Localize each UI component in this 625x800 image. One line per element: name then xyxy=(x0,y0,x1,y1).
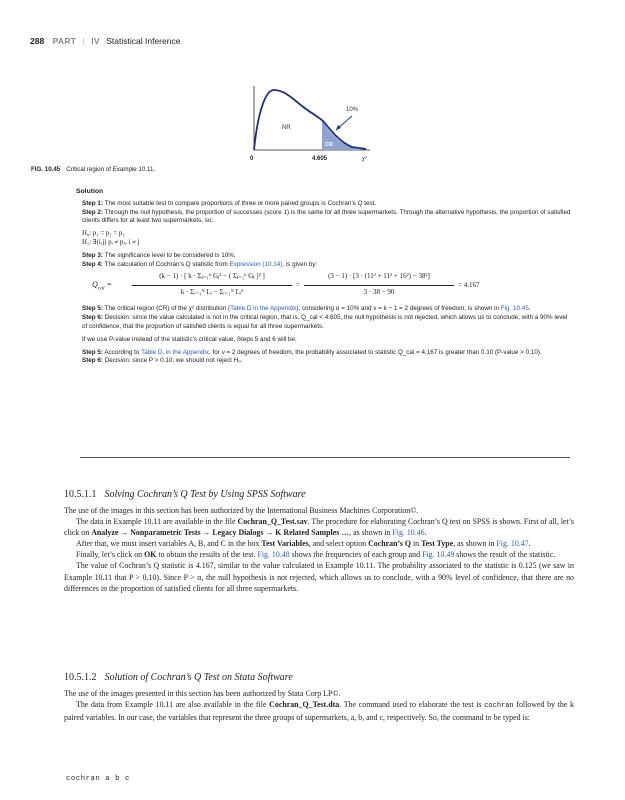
page-number: 288 xyxy=(30,36,45,46)
step-6: Step 6: Decision: since the value calculated is not in the critical region, that is, Q_cal < 4.605, the null hypothesis is not rejected, which allows us to conclude, with a 90% level of confidence, that the proportion of satisfied clients is equal for all three supermarkets. xyxy=(82,314,568,330)
stata-body xyxy=(64,688,574,723)
section-heading-stata: 10.5.1.2 Solution of Cochran’s Q Test on Stata Software xyxy=(64,672,293,683)
nr-label: NR xyxy=(282,125,291,131)
fig-10-48-link[interactable]: Fig. 10.48 xyxy=(257,550,290,560)
figure-caption xyxy=(31,166,155,173)
step-5-pvalue: Step 5: According to Table D, in the Appendix, for ν = 2 degrees of freedom, the probability associated to statistic Q_cal = 4.167 is greater than 0.10 (P-value > 0.10). xyxy=(82,348,542,356)
spss-para-3: After that, we must insert variables A, B, and C in the box Test Variables, and select option Cochran’s Q in Test Type, as shown in Fig. 10.47. xyxy=(76,539,531,549)
step-1: Step 1: The most suitable test to compare proportions of three or more paired groups is Cochran’s Q test. xyxy=(82,199,377,207)
stata-code-block: cochran a b c xyxy=(66,775,130,783)
part-title: Statistical Inference xyxy=(106,36,181,46)
pct-label: 10% xyxy=(346,107,359,113)
fig-10-46-link[interactable]: Fig. 10.46 xyxy=(392,528,425,538)
step-5: Step 5: The critical region (CR) of the χ² distribution (Table D in the Appendix), considering α = 10% and ν = k − 1 = 2 degrees of freedom, is shown in Fig. 10.45. xyxy=(82,305,531,313)
expression-link[interactable]: Expression (10.14) xyxy=(229,260,283,268)
part-separator: | xyxy=(82,36,85,46)
cr-label: CR xyxy=(325,142,333,148)
step-4: Step 4: The calculation of Cochran’s Q statistic from Expression (10.14), is given by: xyxy=(82,260,318,268)
null-hypothesis: H₀: p₁ = p₂ = p₃ xyxy=(82,230,125,238)
solution-divider xyxy=(80,457,570,458)
solution-heading: Solution xyxy=(76,188,104,195)
solution-block xyxy=(76,188,572,366)
stata-command-inline: cochran xyxy=(484,702,514,711)
formula-num1: (k − 1) · [ k · Σⱼ₌₁ᵏ Gⱼ² − ( Σⱼ₌₁ᵏ Gⱼ )² ] xyxy=(159,272,265,281)
alt-hypothesis: H₁: ∃(i,j) pᵢ ≠ pⱼ, i ≠ j xyxy=(82,238,140,246)
spss-menu-path: Analyze → Nonparametric Tests → Legacy Dialogs → K Related Samples … xyxy=(91,528,350,538)
formula-lhs-sub: cal xyxy=(97,285,105,292)
section-heading-spss: 10.5.1.1 Solving Cochran’s Q Test by Using SPSS Software xyxy=(64,489,306,500)
formula-den2: 3 · 38 − 90 xyxy=(363,288,395,297)
formula-num2: (3 − 1) · [3 · (11² + 11² + 16²) − 38²] xyxy=(328,272,430,281)
step-2: Step 2: Through the null hypothesis, the proportion of successes (score 1) is the same for all three supermarkets. Through the alternative hypothesis, the proportion of satisfied clients differs for at least two supermarkets, so: xyxy=(82,208,571,225)
spss-para-5: The value of Cochran’s Q statistic is 4.167, similar to the value calculated in Example 10.11. The probability associated to the statistic is 0.125 (we saw in Example 10.11 that P > 0.10). Since P > α, the null hypothesis is not rejected, which allows us to conclude, with a 90% level of confidence, that there are no differences in the proportion of satisfied clients for all three supermarkets. xyxy=(64,561,574,593)
x-variable: χ² xyxy=(362,155,367,162)
table-d-link[interactable]: Table D in the Appendix xyxy=(230,305,297,313)
running-header xyxy=(30,36,180,46)
stata-para-1: The use of the images presented in this section has been authorized by Stata Corp LP©. xyxy=(64,689,341,698)
fig-10-49-link[interactable]: Fig. 10.49 xyxy=(422,550,455,560)
stata-para-2: The data from Example 10.11 are also available in the file Cochran_Q_Test.dta. The command used to elaborate the test is cochran followed by the k paired variables. In our case, the variables that represent the three groups of supermarkets, a, b, and c, respectively. So, the command to be typed is: xyxy=(64,700,574,723)
step-6-pvalue: Step 6: Decision: since P > 0.10, we should not reject H₀. xyxy=(82,357,243,365)
spss-para-1: The use of the images in this section has been authorized by the International Business Machines Corporation©. xyxy=(64,506,419,515)
formula-den1: k · Σᵢ₌₁ᴺ Lᵢ − Σᵢ₌₁ᴺ Lᵢ² xyxy=(180,288,244,297)
formula-lhs: Q xyxy=(92,280,98,290)
step-3: Step 3: The significance level to be considered is 10%. xyxy=(82,251,236,259)
chi-square-figure xyxy=(240,80,380,164)
x-zero: 0 xyxy=(250,156,254,162)
figure-caption-text: Critical region of Example 10.11. xyxy=(66,166,156,173)
stata-file: Cochran_Q_Test.dta xyxy=(269,700,340,710)
figure-caption-id: FIG. 10.45 xyxy=(31,166,61,173)
fig-10-47-link[interactable]: Fig. 10.47 xyxy=(496,539,529,549)
spss-file: Cochran_Q_Test.sav xyxy=(237,517,308,527)
x-critical: 4.605 xyxy=(312,156,328,162)
spss-para-4: Finally, let’s click on OK to obtain the results of the test. Fig. 10.48 shows the frequencies of each group and Fig. 10.49 shows the result of the statistic. xyxy=(76,550,556,560)
part-numeral: IV xyxy=(91,36,100,46)
chi-square-curve xyxy=(254,90,366,150)
spss-para-2: The data in Example 10.11 are available in the file Cochran_Q_Test.sav. The procedure for elaborating Cochran’s Q test on SPSS is shown. First of all, let’s click on Analyze → Nonparametric Tests → Legacy Dialogs → K Related Samples …, as shown in Fig. 10.46. xyxy=(64,517,574,538)
cochran-formula: $Q_{cal}$ = (k − 1) · [ k · Σⱼ₌₁ᵏ Gⱼ² − ( Σⱼ₌₁ᵏ Gⱼ )² ] k · Σᵢ₌₁ᴺ Lᵢ − Σᵢ₌₁ᴺ Lᵢ² = (3 − 1) · [3 · (11² + 11² + 16²) − 38²] 3 · 38 − 90 = 4.167 xyxy=(92,272,480,297)
table-d-appendix-link[interactable]: Table D, in the Appendix xyxy=(141,348,209,356)
pvalue-intro: If we use P-value instead of the statistic’s critical value, Steps 5 and 6 will be: xyxy=(82,335,297,343)
formula-result: = 4.167 xyxy=(458,281,480,290)
fig-10-45-link[interactable]: Fig. 10.45 xyxy=(500,305,529,313)
spss-body xyxy=(64,505,574,594)
part-label: PART xyxy=(52,36,77,46)
